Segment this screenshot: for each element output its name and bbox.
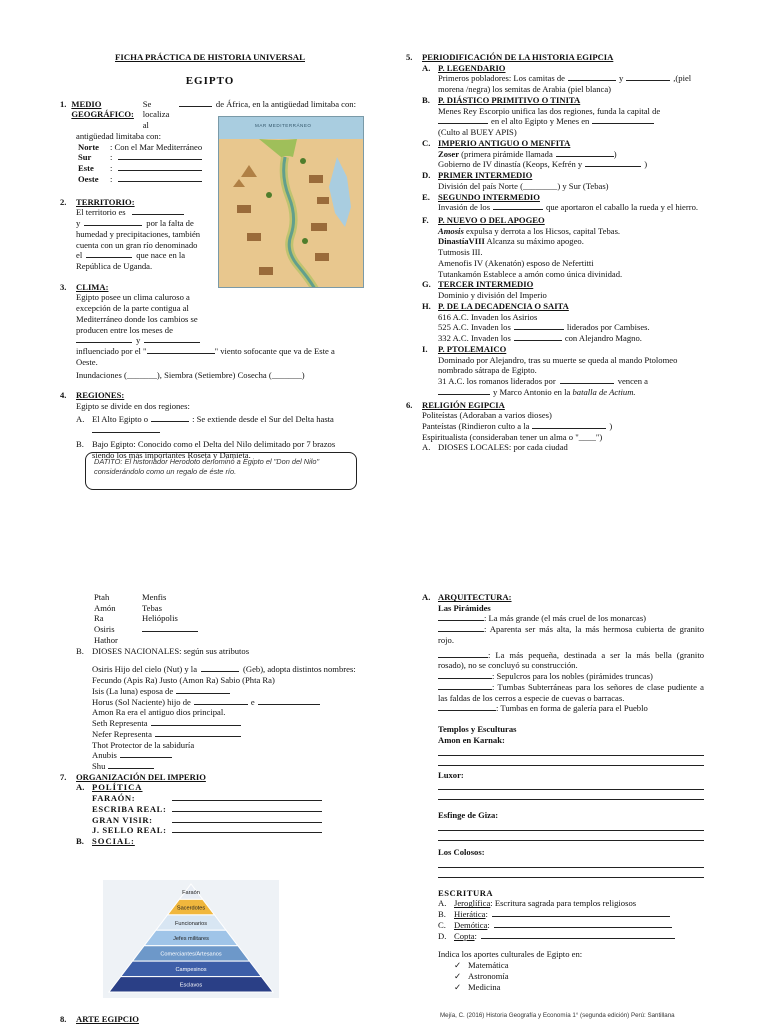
- text: Egipto se divide en dos regiones:: [76, 401, 190, 412]
- period-title: P. DE LA DECADENCIA O SAITA: [438, 300, 569, 311]
- text: Fecundo (Apis Ra) Justo (Amon Ra) Sabio (Phta Ra): [92, 675, 275, 686]
- writing-type: Jeroglífica: [454, 898, 491, 909]
- period-title: P. PTOLEMAICO: [438, 343, 507, 354]
- section-territorio: [60, 197, 212, 272]
- left-top-column: FICHA PRÁCTICA DE HISTORIA UNIVERSAL EGIPTO 1. MEDIO GEOGRÁFICO: Se localiza al de África, en la antigüedad limitaba con: antigüedad limitaba con: Norte : Con el Mar Mediterráneo Sur : Este : Oeste : 2. TERRITORIO: El territorio es y por la falta de humedad y precipitaciones, también cuenta con un gran río denominado el que nace en la República de Uganda. 3. CLIMA: Egipto posee un clima caluroso a excepción de la parte contigua al Mediterráneo donde los cambios se producen entre los meses de y influenciado por el " " viento sofocante que va de Este a Oeste. Inundaciones (_______), Siembra (Setiembre) Cosecha (_______) 4. REGIONES: Egipto se divide en dos regiones: A. El Alto Egipto o : Se extiende desde el Sur del Delta hasta B. Bajo Egipto: Conocido como el Delta del Nilo delimitado por 7 brazos siendo los más importantes Roseta y Damieta.: [60, 52, 360, 461]
- blank-line: [118, 163, 202, 171]
- text: el: [76, 250, 83, 261]
- text: en el alto Egipto y Menes en: [491, 116, 590, 127]
- text: producen entre los meses de: [76, 324, 173, 335]
- god-row: [94, 624, 360, 635]
- text: Primeros pobladores: Los camitas de: [438, 73, 565, 84]
- right-bottom-column: [422, 592, 704, 992]
- temples-list: [422, 735, 704, 878]
- text: (primera pirámide llamada: [461, 148, 553, 159]
- blank-line: [92, 425, 160, 433]
- item-letter: C.: [422, 137, 431, 148]
- temple-label: Esfinge de Giza:: [438, 810, 499, 821]
- temples-title: Templos y Esculturas: [438, 724, 517, 735]
- blank-line: [172, 825, 322, 833]
- blank-line: [493, 202, 543, 210]
- aporte-label: Medicina: [468, 981, 501, 992]
- temple-icon: [259, 267, 273, 275]
- blank-line: [172, 804, 322, 812]
- item-letter: D.: [422, 170, 431, 181]
- text: Zoser: [438, 148, 460, 159]
- blank-line: [492, 909, 670, 917]
- blank-line: [494, 920, 672, 928]
- text: batalla de Actium.: [572, 386, 636, 397]
- item-letter: B.: [76, 645, 84, 656]
- blank-line: [438, 780, 704, 790]
- text: Tutankamón Establece a amón como única divinidad.: [438, 268, 623, 279]
- text: Dominado por Alejandro, tras su muerte se queda al mando Ptolomeo nombrado sátrapa de Egipto.: [438, 354, 678, 376]
- temple-label: Amon en Karnak:: [438, 734, 505, 745]
- text: y: [618, 73, 624, 84]
- writing-row: [438, 909, 704, 920]
- god-name: Osiris: [94, 624, 115, 635]
- section-number: 7.: [60, 771, 67, 782]
- temple-icon: [311, 223, 327, 231]
- text: ,(piel: [673, 73, 692, 84]
- left-bottom-column: [60, 592, 360, 847]
- god-row: [94, 592, 360, 603]
- blank-line: [108, 761, 154, 769]
- blank-line: [438, 116, 488, 124]
- right-top-column: 5. PERIODIFICACIÓN DE LA HISTORIA EGIPCIA A. P. LEGENDARIO Primeros pobladores: Los camitas de y ,(piel morena /negra) los semitas de Arabia (piel blanca) B. P. DIÁSTICO PRIMITIVO O TINITA Menes Rey Escorpio unifica las dos regiones, funda la capital de en el alto Egipto y Menes en (Culto al BUEY APIS) C. IMPERIO ANTIGUO O MENFITA Zoser (primera pirámide llamada ) Gobierno de IV dinastía (Keops, Kefrén y ) D. PRIMER INTERMEDIO División del país Norte (________) y Sur (Tebas) E. SEGUNDO INTERMEDIO Invasión de los que aportaron el caballo la rueda y el hierro. F. P. NUEVO O DEL APOGEO Amosis expulsa y derrota a los Hicsos, capital Tebas. DinastíaVIII Alcanza su máximo apogeo. Tutmosis III. Amenofis IV (Akenatón) esposo de Nefertitti Tutankamón Establece a amón como única divinidad. G. TERCER INTERMEDIO Dominio y división del Imperio H. P. DE LA DECADENCIA O SAITA 616 A.C. Invaden los Asirios 525 A.C. Invaden los liderados por Cambises. 332 A.C. Invaden los con Alejandro Magno. I. P. PTOLEMAICO Dominado por Alejandro, tras su muerte se queda al mando Ptolomeo nombrado sátrapa de Egipto. 31 A.C. los romanos liderados por vencen a y Marco Antonio en la batalla de Actium. 6. RELIGIÓN EGIPCIA Politeístas (Adoraban a varios dioses) Panteístas (Rindieron culto a la ) Espiritualista (consideraban tener un alma o "____") A. DIOSES LOCALES: por cada ciudad: [406, 52, 710, 453]
- text: humedad y precipitaciones, también: [76, 228, 201, 239]
- blank-line: [438, 613, 484, 621]
- norte-label: Norte: [78, 141, 99, 152]
- political-role: FARAÓN:: [92, 793, 136, 804]
- section-number: 2.: [60, 196, 67, 207]
- text: 332 A.C. Invaden los: [438, 333, 511, 344]
- text: Menes Rey Escorpio unifica las dos regiones, funda la capital de: [438, 105, 661, 116]
- temple-label: Luxor:: [438, 769, 464, 780]
- blank-line: [118, 152, 202, 160]
- political-role: ESCRIBA REAL:: [92, 803, 167, 814]
- writing-type: Hierática: [454, 909, 486, 920]
- text: Bajo Egipto: Conocido como el Delta del Nilo delimitado por 7 brazos siendo los más importantes Roseta y Damieta.: [92, 439, 336, 461]
- blank-line: [568, 73, 616, 81]
- text: Egipto posee un clima caluroso a: [76, 292, 190, 303]
- political-list: [60, 793, 360, 836]
- writing-row: [438, 898, 704, 909]
- item-letter: E.: [422, 191, 430, 202]
- blank-line: [144, 335, 200, 343]
- writing-type: Demótica: [454, 919, 488, 930]
- blank-line: [438, 831, 704, 841]
- text: Politeístas (Adoraban a varios dioses): [422, 410, 552, 421]
- text: Thot Protector de la sabiduría: [92, 739, 195, 750]
- check-icon: ✓: [454, 960, 462, 971]
- writing-desc: :: [487, 919, 490, 930]
- blank-line: [179, 99, 212, 107]
- blank-line: [76, 335, 132, 343]
- item-letter: C.: [438, 919, 446, 930]
- blank-line: [438, 624, 484, 632]
- writing-row: [438, 931, 704, 942]
- item-letter: B.: [438, 909, 446, 920]
- pyramid-tier-label: Sacerdotes: [176, 905, 206, 912]
- subsection-title: SOCIAL:: [92, 836, 135, 847]
- subject-title: EGIPTO: [185, 74, 235, 87]
- text: 31 A.C. los romanos liderados por: [438, 376, 556, 387]
- blank-line: [438, 682, 492, 690]
- item-letter: B.: [422, 94, 430, 105]
- text: Dominio y división del Imperio: [438, 290, 547, 301]
- text: cuenta con un gran río denominado: [76, 239, 198, 250]
- blank-line: [514, 322, 564, 330]
- blank-line: [194, 697, 248, 705]
- text: 616 A.C. Invaden los Asirios: [438, 311, 538, 322]
- blank-line: [438, 650, 488, 658]
- pyramid-tier-label: Funcionarios: [174, 920, 208, 927]
- blank-line: [560, 376, 614, 384]
- check-icon: ✓: [454, 970, 462, 981]
- writing-list: [422, 898, 704, 941]
- source-credit: Mejía, C. (2016) Historia Geografía y Economía 1° (segunda edición) Perú: Santillana: [440, 1012, 675, 1019]
- aporte-label: Astronomía: [468, 970, 509, 981]
- text: y: [76, 218, 81, 229]
- section-title: RELIGIÓN EGIPCIA: [422, 399, 505, 410]
- social-pyramid-chart: [103, 880, 279, 998]
- item-letter: A.: [76, 413, 85, 424]
- god-name: Hathor: [94, 634, 118, 645]
- blank-line: [626, 73, 670, 81]
- text: liderados por Cambises.: [566, 322, 650, 333]
- check-icon: ✓: [454, 981, 462, 992]
- god-city: Tebas: [142, 602, 162, 613]
- blank-line: [120, 750, 172, 758]
- blank-line: [438, 756, 704, 766]
- pyramid-desc: : Sepulcros para los nobles (pirámides truncas): [492, 671, 653, 682]
- text: Horus (Sol Naciente) hijo de: [92, 696, 191, 707]
- blank-line: [514, 333, 562, 341]
- blank-line: [172, 793, 322, 801]
- pyramid-tier-label: Faraón: [182, 889, 200, 896]
- text: Nefer Representa: [92, 728, 152, 739]
- blank-line: [258, 697, 320, 705]
- este-label: Este: [78, 163, 94, 174]
- map-illustration: [219, 117, 364, 288]
- blank-line: [86, 250, 132, 258]
- section-title: TERRITORIO:: [76, 196, 135, 207]
- blank-line: [438, 858, 704, 868]
- palm-icon: [300, 158, 306, 164]
- item-letter: A.: [422, 592, 431, 602]
- pyramid-tier-label: Jefes militares: [173, 936, 209, 943]
- subsection-title: DIOSES LOCALES: por cada ciudad: [438, 442, 568, 453]
- section-number: 6.: [406, 399, 413, 410]
- blank-line: [438, 790, 704, 800]
- text: " viento sofocante que va de Este a Oeste.: [76, 346, 335, 367]
- text: El Alto Egipto o: [92, 413, 149, 424]
- blank-line: [142, 624, 198, 632]
- blank-line: [438, 821, 704, 831]
- text: Alcanza su máximo apogeo.: [486, 236, 584, 247]
- text: Anubis: [92, 750, 117, 761]
- map-sea-label: MAR MEDITERRÁNEO: [255, 123, 312, 128]
- text: (Geb), adopta distintos nombres:: [243, 664, 356, 675]
- text: expulsa y derrota a los Hicsos, capital Tebas.: [465, 225, 621, 236]
- item-letter: A.: [422, 62, 431, 73]
- text: Se localiza al: [142, 98, 170, 131]
- datito-note: DATITO: El historiador Herodoto denominó a Egipto el "Don del Nilo" considerándolo como un regalo de éste río.: [85, 452, 357, 490]
- period-title: P. LEGENDARIO: [438, 62, 506, 73]
- aporte-item: [454, 982, 704, 993]
- text: Panteístas (Rindieron culto a la: [422, 420, 530, 431]
- text: Amosis: [438, 225, 464, 236]
- aporte-label: Matemática: [468, 960, 509, 971]
- blank-line: [481, 931, 675, 939]
- god-row: [94, 603, 360, 614]
- blank-line: [176, 686, 230, 694]
- text: influenciado por el ": [76, 346, 147, 357]
- text: (Culto al BUEY APIS): [438, 127, 517, 138]
- blank-line: [155, 729, 241, 737]
- text: con Alejandro Magno.: [564, 333, 642, 344]
- section-title: ARTE EGIPCIO: [76, 1014, 139, 1024]
- text: Shu: [92, 761, 106, 772]
- text: morena /negra) los semitas de Arabia (piel blanca): [438, 84, 611, 95]
- text: y: [136, 335, 141, 346]
- text: Inundaciones (_______), Siembra (Setiembre) Cosecha (_______): [76, 369, 305, 380]
- text: : Se extiende desde el Sur del Delta hasta: [192, 413, 334, 424]
- text: División del país Norte (________) y Sur (Tebas): [438, 180, 609, 191]
- text: República de Uganda.: [76, 261, 153, 272]
- period-title: P. NUEVO O DEL APOGEO: [438, 215, 545, 226]
- blank-line: [118, 174, 202, 182]
- political-role: GRAN VISIR:: [92, 814, 153, 825]
- blank-line: [84, 218, 142, 226]
- writing-desc: :: [474, 930, 477, 941]
- text: Gobierno de IV dinastía (Keops, Kefrén y: [438, 159, 583, 170]
- text: Invasión de los: [438, 202, 491, 213]
- item-letter: B.: [76, 836, 84, 847]
- text: 525 A.C. Invaden los: [438, 322, 511, 333]
- aportes-list: [422, 960, 704, 992]
- pyramid-tier-label: Comerciantes/Artesanos: [160, 951, 222, 958]
- writing-desc: : Escritura sagrada para templos religiosos: [490, 898, 637, 909]
- text: que nace en la: [136, 250, 186, 261]
- period-title: IMPERIO ANTIGUO O MENFITA: [438, 137, 571, 148]
- text: Amon Ra era el antiguo dios principal.: [92, 707, 226, 718]
- blank-line: [151, 414, 189, 422]
- blank-line: [438, 746, 704, 756]
- writing-title: ESCRITURA: [438, 887, 494, 898]
- god-name: Ptah: [94, 592, 110, 602]
- text: y Marco Antonio en la: [493, 386, 571, 397]
- palm-icon: [266, 192, 272, 198]
- egypt-map: [218, 116, 364, 288]
- text: Espiritualista (consideraban tener un alma o "____"): [422, 431, 603, 442]
- blank-line: [585, 159, 641, 167]
- section-title: ORGANIZACIÓN DEL IMPERIO: [76, 771, 206, 782]
- social-pyramid: [103, 880, 279, 998]
- blank-line: [532, 421, 606, 429]
- god-name: Ra: [94, 613, 104, 624]
- pyramid-tier-label: Campesinos: [175, 967, 207, 974]
- item-letter: D.: [438, 930, 447, 941]
- aporte-item: [454, 960, 704, 971]
- text: Tutmosis III.: [438, 247, 483, 258]
- text: vencen a: [617, 376, 648, 387]
- text: Osiris Hijo del cielo (Nut) y la: [92, 664, 198, 675]
- blank-line: [556, 149, 614, 157]
- section-number: 8.: [60, 1014, 67, 1024]
- doc-title: FICHA PRÁCTICA DE HISTORIA UNIVERSAL: [115, 52, 305, 62]
- period-title: PRIMER INTERMEDIO: [438, 170, 533, 181]
- blank-line: [151, 718, 241, 726]
- political-role: J. SELLO REAL:: [92, 825, 167, 836]
- pyramid-tier-label: Esclavos: [179, 982, 203, 989]
- temple-icon: [237, 205, 251, 213]
- section-number: 5.: [406, 52, 413, 62]
- blank-line: [438, 703, 496, 711]
- pyramid-desc: : La más pequeña, destinada a ser la más bella (granito rosado), no se concluyó su construcción.: [438, 649, 704, 671]
- text: por la falta de: [146, 218, 194, 229]
- god-city: Heliópolis: [142, 613, 178, 624]
- text: Mediterráneo donde los cambios se: [76, 313, 198, 324]
- item-letter: A.: [76, 782, 85, 793]
- writing-row: [438, 920, 704, 931]
- item-letter: I.: [422, 343, 428, 354]
- blank-line: [147, 346, 215, 354]
- text: El territorio es: [76, 207, 126, 218]
- blank-line: [438, 868, 704, 878]
- section-number: 3.: [60, 281, 67, 292]
- subsection-title: ARQUITECTURA:: [438, 592, 512, 602]
- aporte-item: [454, 971, 704, 982]
- section-regiones: [60, 390, 360, 460]
- period-title: P. DIÁSTICO PRIMITIVO O TINITA: [438, 94, 581, 105]
- palm-icon: [302, 238, 308, 244]
- text: Seth Representa: [92, 718, 148, 729]
- section-title: MEDIO GEOGRÁFICO:: [71, 98, 134, 120]
- pyramids-title: Las Pirámides: [438, 602, 491, 613]
- section-number: 1.: [60, 98, 67, 109]
- writing-type: Copta: [454, 930, 475, 941]
- item-letter: F.: [422, 215, 429, 226]
- text: DinastíaVIII: [438, 236, 485, 247]
- item-letter: B.: [76, 439, 84, 450]
- section-title: REGIONES:: [76, 390, 125, 401]
- subsection-title: DIOSES NACIONALES: según sus atributos: [92, 645, 250, 656]
- god-name: Amón: [94, 602, 116, 613]
- blank-line: [438, 387, 490, 395]
- item-letter: A.: [438, 898, 447, 909]
- period-title: TERCER INTERMEDIO: [438, 279, 534, 290]
- norte-value: : Con el Mar Mediterráneo: [110, 141, 203, 152]
- temple-icon: [247, 233, 261, 241]
- pyramid-desc: : Aparenta ser más alta, la más hermosa cubierta de granito rojo.: [438, 624, 704, 645]
- item-letter: G.: [422, 279, 431, 290]
- item-letter: A.: [422, 442, 431, 453]
- political-row: [92, 793, 360, 804]
- item-letter: H.: [422, 300, 431, 311]
- text: e: [250, 696, 255, 707]
- political-row: [92, 804, 360, 815]
- god-row: [94, 635, 360, 646]
- subsection-title: POLÍTICA: [92, 782, 143, 793]
- temple-icon: [309, 175, 323, 183]
- section-clima: [60, 282, 212, 336]
- text: Amenofis IV (Akenatón) esposo de Nefertitti: [438, 257, 594, 268]
- section-arte-egipcio: [60, 1014, 360, 1024]
- temple-label: Los Colosos:: [438, 847, 485, 858]
- writing-desc: :: [485, 909, 488, 920]
- text: Isis (La luna) esposa de: [92, 685, 174, 696]
- period-title: SEGUNDO INTERMEDIO: [438, 191, 540, 202]
- oeste-label: Oeste: [78, 173, 99, 184]
- aportes-prompt: Indica los aportes culturales de Egipto en:: [438, 949, 583, 960]
- sur-label: Sur: [78, 152, 92, 163]
- pyramid-desc: : Tumbas en forma de galería para el Pueblo: [496, 703, 648, 714]
- blank-line: [132, 207, 184, 215]
- god-row: [94, 613, 360, 624]
- section-title: CLIMA:: [76, 281, 109, 292]
- pyramid-desc: : Tumbas Subterráneas para los señores de clase pudiente a las faldas de los cerros a especie de cuevas o barracas.: [438, 681, 704, 703]
- blank-line: [201, 664, 239, 672]
- political-row: [92, 825, 360, 836]
- blank-line: [172, 815, 322, 823]
- pyramid-desc: : La más grande (el más cruel de los monarcas): [484, 613, 647, 624]
- pyramids-list: [422, 613, 704, 714]
- text: antigüedad limitaba con:: [76, 130, 161, 141]
- text: excepción de la parte contigua al: [76, 303, 189, 314]
- temple-icon: [317, 197, 329, 204]
- blank-line: [592, 116, 654, 124]
- god-city: Menfis: [142, 592, 167, 602]
- local-gods-list: [60, 592, 360, 646]
- temple-icon: [315, 253, 329, 261]
- section-title: PERIODIFICACIÓN DE LA HISTORIA EGIPCIA: [422, 52, 614, 62]
- text: de África, en la antigüedad limitaba con:: [215, 98, 356, 109]
- section-number: 4.: [60, 390, 67, 401]
- text: que aportaron el caballo la rueda y el hierro.: [546, 202, 699, 213]
- political-row: [92, 815, 360, 826]
- blank-line: [438, 671, 492, 679]
